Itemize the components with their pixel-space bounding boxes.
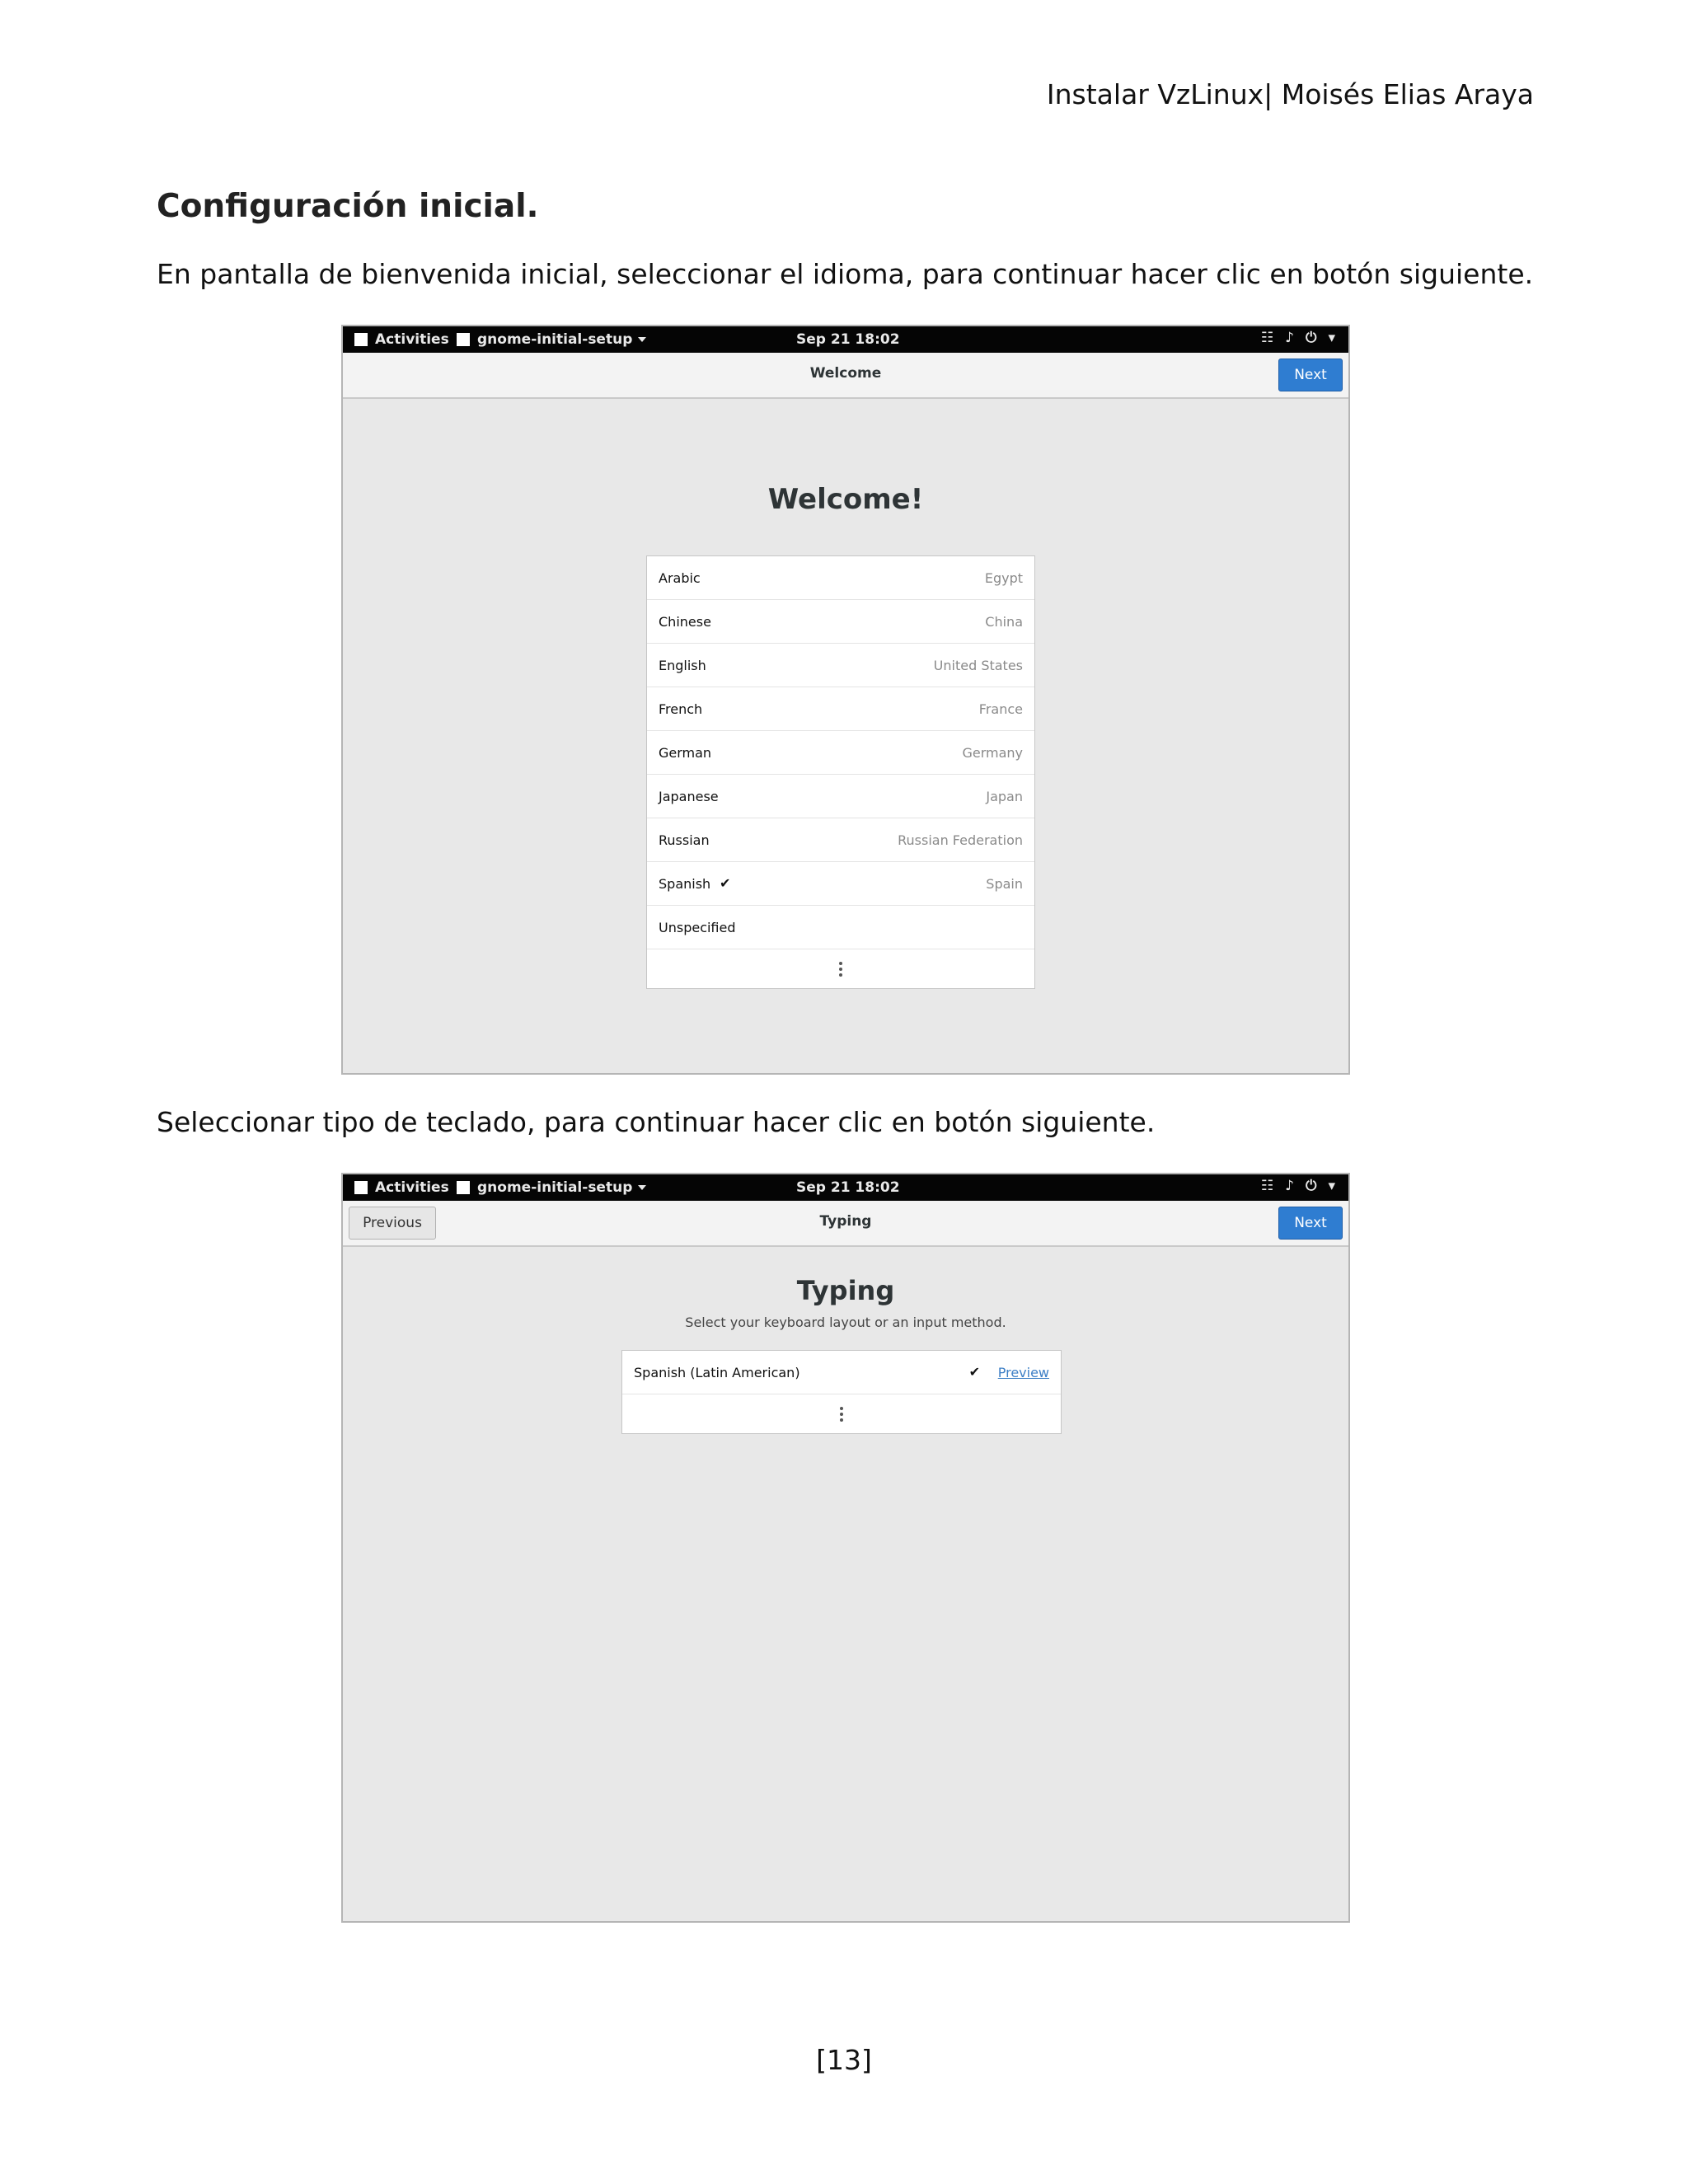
activities-icon bbox=[354, 1181, 368, 1194]
status-area[interactable] bbox=[1261, 330, 1335, 346]
section-title: Configuración inicial. bbox=[157, 188, 539, 225]
volume-icon: ♪ bbox=[1285, 330, 1294, 346]
list-item[interactable] bbox=[647, 906, 1034, 949]
list-item[interactable] bbox=[647, 775, 1034, 818]
next-button[interactable]: Next bbox=[1278, 359, 1343, 391]
gnome-top-bar bbox=[343, 326, 1348, 353]
typing-subtitle: Select your keyboard layout or an input method. bbox=[685, 1315, 1006, 1330]
window-title: Typing bbox=[819, 1213, 872, 1230]
next-button[interactable]: Next bbox=[1278, 1207, 1343, 1240]
region-name: United States bbox=[933, 658, 1023, 673]
region-name: France bbox=[978, 701, 1023, 717]
window-titlebar bbox=[343, 353, 1348, 399]
previous-button[interactable]: Previous bbox=[349, 1207, 436, 1240]
list-item[interactable] bbox=[647, 644, 1034, 687]
activities-button[interactable]: Activities bbox=[354, 1179, 449, 1196]
more-languages-button[interactable] bbox=[647, 949, 1034, 988]
language-name: Russian bbox=[659, 832, 710, 848]
clock[interactable]: Sep 21 18:02 bbox=[796, 1179, 900, 1196]
layout-name: Spanish (Latin American) bbox=[634, 1365, 800, 1380]
window-titlebar bbox=[343, 1201, 1348, 1247]
list-item[interactable] bbox=[647, 862, 1034, 906]
language-name: English bbox=[659, 658, 706, 673]
list-item[interactable] bbox=[647, 556, 1034, 600]
page-number: [13] bbox=[816, 2044, 872, 2076]
keyboard-layout-list bbox=[621, 1350, 1062, 1434]
volume-icon: ♪ bbox=[1285, 1178, 1294, 1194]
activities-button[interactable]: Activities bbox=[354, 331, 449, 348]
dropdown-arrow-icon bbox=[638, 1185, 646, 1190]
more-vertical-icon bbox=[839, 962, 842, 977]
preview-link[interactable]: Preview bbox=[997, 1365, 1049, 1380]
screenshot-typing bbox=[341, 1173, 1350, 1923]
power-icon: ⏻ bbox=[1306, 330, 1317, 346]
status-area[interactable] bbox=[1261, 1178, 1335, 1194]
language-name: French bbox=[659, 701, 703, 717]
language-name: Unspecified bbox=[659, 920, 736, 935]
language-name: Spanish bbox=[659, 876, 711, 892]
app-icon bbox=[457, 333, 470, 346]
language-name: Japanese bbox=[659, 789, 719, 804]
window-title: Welcome bbox=[809, 365, 882, 382]
language-name: Chinese bbox=[659, 614, 711, 630]
network-icon: ☷ bbox=[1260, 1178, 1274, 1194]
menu-arrow-icon: ▾ bbox=[1328, 1178, 1335, 1194]
region-name: Russian Federation bbox=[898, 832, 1023, 848]
language-name: Arabic bbox=[659, 570, 701, 586]
checkmark-icon: ✔ bbox=[968, 1364, 980, 1380]
more-layouts-button[interactable] bbox=[622, 1394, 1061, 1433]
list-item[interactable] bbox=[647, 600, 1034, 644]
paragraph-keyboard-step: Seleccionar tipo de teclado, para continuar hacer clic en botón siguiente. bbox=[157, 1106, 1156, 1138]
clock[interactable]: Sep 21 18:02 bbox=[796, 331, 900, 348]
region-name: Spain bbox=[986, 876, 1023, 892]
power-icon: ⏻ bbox=[1306, 1178, 1317, 1194]
paragraph-language-step: En pantalla de bienvenida inicial, seleccionar el idioma, para continuar hacer clic en botón siguiente. bbox=[157, 258, 1534, 290]
list-item[interactable] bbox=[647, 731, 1034, 775]
menu-arrow-icon: ▾ bbox=[1328, 330, 1335, 346]
document-header: Instalar VzLinux| Moisés Elias Araya bbox=[1046, 78, 1534, 110]
region-name: Germany bbox=[962, 745, 1023, 761]
list-item[interactable] bbox=[647, 687, 1034, 731]
region-name: Egypt bbox=[984, 570, 1023, 586]
gnome-top-bar bbox=[343, 1174, 1348, 1201]
list-item[interactable] bbox=[647, 818, 1034, 862]
network-icon: ☷ bbox=[1260, 330, 1274, 346]
region-name: Japan bbox=[986, 789, 1023, 804]
list-item[interactable] bbox=[622, 1351, 1061, 1394]
language-list bbox=[646, 555, 1035, 989]
typing-heading: Typing bbox=[796, 1275, 895, 1306]
dropdown-arrow-icon bbox=[638, 337, 646, 342]
activities-icon bbox=[354, 333, 368, 346]
region-name: China bbox=[985, 614, 1023, 630]
app-menu[interactable]: gnome-initial-setup bbox=[457, 331, 646, 348]
language-name: German bbox=[659, 745, 712, 761]
screenshot-welcome bbox=[341, 325, 1350, 1075]
checkmark-icon: ✔ bbox=[720, 875, 731, 891]
app-menu[interactable]: gnome-initial-setup bbox=[457, 1179, 646, 1196]
welcome-heading: Welcome! bbox=[767, 483, 924, 516]
more-vertical-icon bbox=[840, 1407, 843, 1422]
app-icon bbox=[457, 1181, 470, 1194]
